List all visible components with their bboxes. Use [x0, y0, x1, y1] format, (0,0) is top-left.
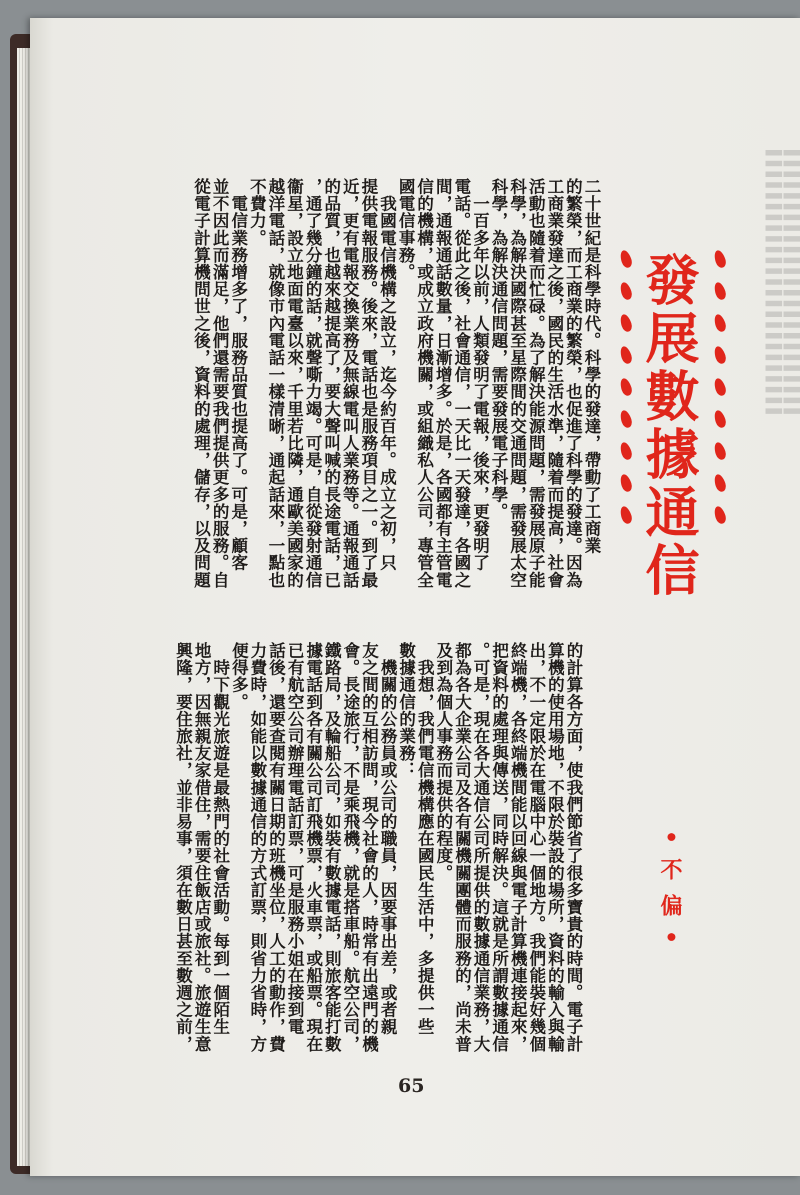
text-column: 機關的公務員或公司的職員，因要事出差，或者親	[378, 642, 398, 1036]
text-column: 興隆，要住旅社，並非易事，須在數日甚至數週之前，	[173, 642, 193, 1053]
text-column: 間，通報通話數量，日漸增多。於是，各國都有主管電	[433, 178, 453, 589]
left-ornament-icon	[618, 346, 634, 366]
text-column: 都為各大企業公司及各有關機關團體而服務的，尚未普	[452, 642, 472, 1053]
author-name: •不偏•	[657, 830, 683, 959]
text-column: 力費時，如能以數據通信的方式訂票，則省力省時，方	[247, 642, 267, 1053]
text-column: 友之間的互相訪問，現今社會的人，時常有出遠門的機	[359, 642, 379, 1053]
right-ornament-icon	[712, 346, 728, 366]
right-ornament-icon	[712, 410, 728, 430]
text-column: ，通了幾分鐘的話，就聲嘶力竭。可是，自從發射通信	[303, 178, 323, 589]
article-title: 發展數據通信	[637, 252, 700, 600]
text-column: 工商業發達之後，國民的生活水準，隨着而提高，社會	[544, 178, 564, 589]
text-column: 提供電報服務。後來，電話也是服務項目之一。到了最	[358, 178, 378, 589]
text-column: 出，不一定限於在電腦中心一個地方。我們能裝好幾個	[526, 642, 546, 1053]
right-ornament-icon	[712, 474, 728, 494]
left-ornament-icon	[618, 506, 634, 526]
text-column: 數據通信的業務：	[396, 642, 416, 779]
text-column: 時下觀光旅遊是最熱門的社會活動。每到一個陌生	[210, 642, 230, 1036]
text-column: 終端機，各終端機間能以回線與電子計算機連接起來，	[508, 642, 528, 1053]
text-column: 衞星，設立地面電臺以來，千里若比隣，通歐美國家的	[284, 178, 304, 589]
text-column: 便得多。	[229, 642, 249, 711]
left-ornament-icon	[618, 378, 634, 398]
text-column: 話後，還要查閱有關日期的班機坐位，人工的動作，費	[266, 642, 286, 1053]
text-column: 算機的使用場地，不限於裝設的場所，資料的輸入與輸	[545, 642, 565, 1053]
text-column: 近，更有電報交換業務及無線電叫人業務等。通報通話	[340, 178, 360, 589]
text-column: 把資料的處理與傳送，同時解決。這就是所謂數據通信	[489, 642, 509, 1053]
right-ornament-icon	[712, 442, 728, 462]
right-ornament-icon	[712, 506, 728, 526]
text-column: 我想，我們電信機構應在國民生活中，多提供一些	[415, 642, 435, 1036]
article-body-lower	[173, 642, 582, 1094]
show-through-text: ▌▌▌▌▌▌▌▌▌▌▌▌▌▌▌▌▌▌▌▌▌▌▌▌▌ ▌▌▌▌▌▌▌▌▌▌▌▌▌▌▌▌▌▌▌▌▌▌▌▌▌	[765, 150, 799, 420]
text-column: 活動也隨着而忙碌。為了解決能源問題，需發展原子能	[526, 178, 546, 589]
text-column: 並不因此而滿足，他們還需要我們提供更多的服務。自	[210, 178, 230, 589]
text-column: 電話。從此之後，社會通信，一天比一天發達，各國之	[451, 178, 471, 589]
left-ornament-icon	[618, 474, 634, 494]
article-body-upper	[191, 178, 600, 623]
left-ornament-icon	[618, 442, 634, 462]
text-column: 科學，為解決通信問題，需要發展電子科學。	[489, 178, 509, 520]
text-column: 二十世紀是科學時代。科學的發達，帶動了工商業	[582, 178, 601, 555]
text-column: 我國電信機構之設立，迄今約百年。成立之初，只	[377, 178, 397, 572]
left-ornament-icon	[618, 410, 634, 430]
text-column: 已有航空公司辦理電話訂票，可是服務小姐在接到電	[285, 642, 305, 1036]
text-column: 的繁榮，而工商業的繁榮，也促進了科學的發達。因為	[563, 178, 583, 589]
page-number: 65	[398, 1075, 425, 1097]
text-column: 及到為個人事務而提供的程度。	[433, 642, 453, 882]
text-column: 越洋電話，就像市內電話一樣清晰，通起話來，一點也	[265, 178, 285, 589]
text-column: 。可是，現在各大通信公司所提供的數據通信業務，大	[471, 642, 491, 1053]
right-ornament-icon	[712, 282, 728, 302]
text-column: 據電話到各有關公司訂飛機票，火車票，或船票。現在	[303, 642, 323, 1053]
left-ornament-icon	[618, 250, 634, 270]
text-column: 信的機構，或成立政府機關，或組織私人公司，專管全	[414, 178, 434, 589]
left-ornament-icon	[618, 314, 634, 334]
text-column: 的品質，也越來越提高了，要大聲叫喊的長途電話，已	[321, 178, 341, 589]
text-column: 科學，為解決國際甚至星際間的交通問題，需發展太空	[507, 178, 527, 589]
text-column: 地方，因無親友家借住，需要住飯店或旅社。旅遊生意	[192, 642, 212, 1053]
text-column: 的計算各方面，使我們節省了很多寶貴的時間。電子計	[564, 642, 583, 1053]
text-column: 電信業務增多了，服務品質也提高了。可是，顧客	[228, 178, 248, 572]
text-column: 鐵路局，及輪船公司，如裝有數據電話，則旅客能打數	[322, 642, 342, 1053]
text-column: 一百多年以前，人類發明了電報，後來，更發明了	[470, 178, 490, 572]
left-ornament-icon	[618, 282, 634, 302]
right-ornament-icon	[712, 378, 728, 398]
text-column: 不費力。	[247, 178, 267, 247]
text-column: 會。長途旅行，不是乘飛機，就是搭車船。航空公司，	[340, 642, 360, 1053]
right-ornament-icon	[712, 314, 728, 334]
text-column: 國電信事務。	[396, 178, 416, 281]
right-ornament-icon	[712, 250, 728, 270]
text-column: 從電子計算機問世之後，資料的處理，儲存，以及問題	[191, 178, 211, 589]
